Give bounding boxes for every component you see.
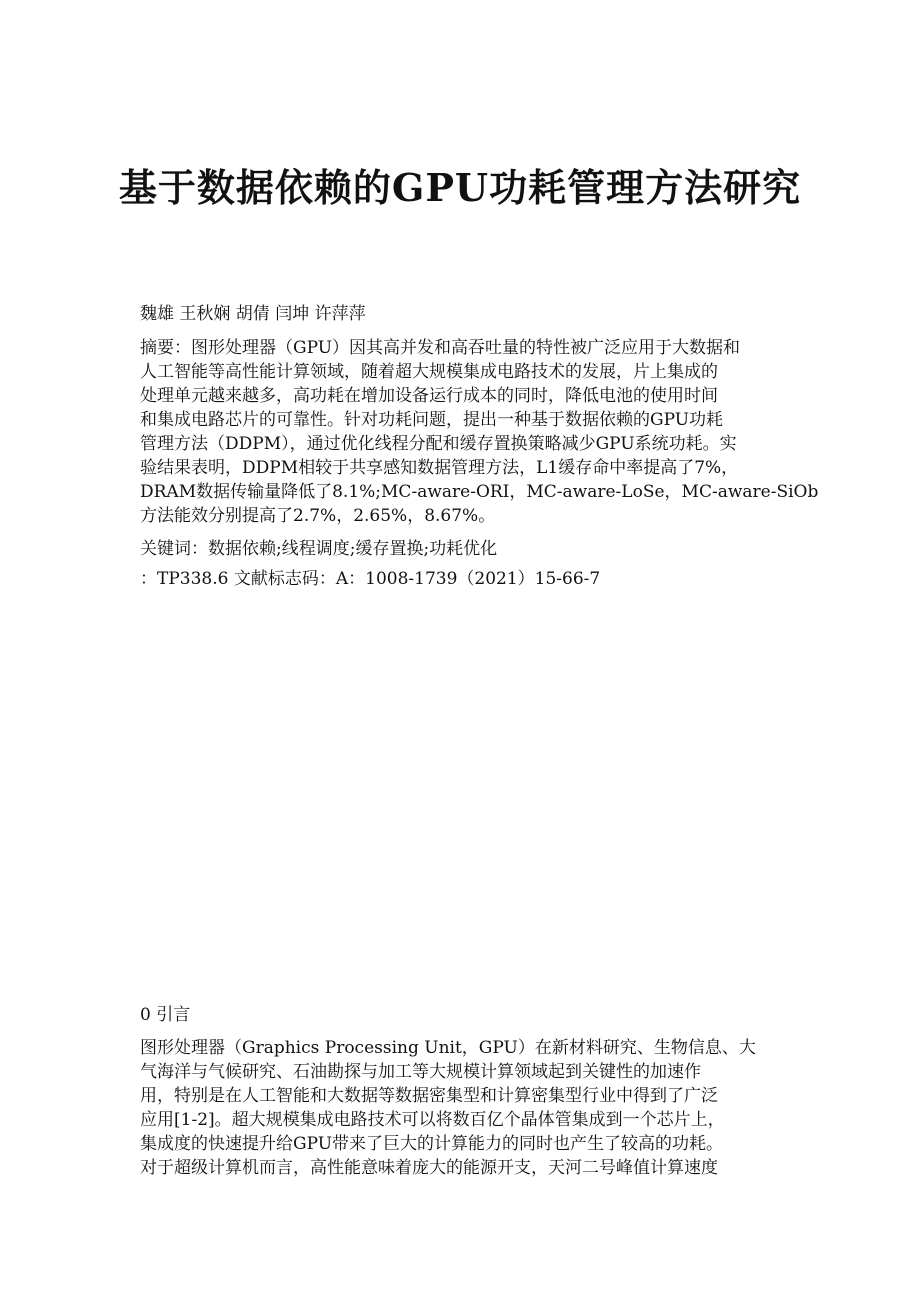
body-line: 用，特别是在人工智能和大数据等数据密集型和计算密集型行业中得到了广泛 (140, 1086, 718, 1106)
body-line: 集成度的快速提升给GPU带来了巨大的计算能力的同时也产生了较高的功耗。 (140, 1134, 724, 1154)
section-heading: 0 引言 (140, 1005, 191, 1025)
abstract-line: 管理方法（DDPM），通过优化线程分配和缓存置换策略减少GPU系统功耗。实 (140, 434, 737, 454)
body-line: 对于超级计算机而言，高性能意味着庞大的能源开支，天河二号峰值计算速度 (140, 1158, 718, 1178)
paper-title: 基于数据依赖的GPU功耗管理方法研究 (118, 165, 802, 210)
abstract-line: 和集成电路芯片的可靠性。针对功耗问题，提出一种基于数据依赖的GPU功耗 (140, 410, 724, 430)
abstract-line: 处理单元越来越多，高功耗在增加设备运行成本的同时，降低电池的使用时间 (140, 386, 718, 406)
abstract-line: 人工智能等高性能计算领域，随着超大规模集成电路技术的发展，片上集成的 (140, 362, 718, 382)
abstract-line: 方法能效分别提高了2.7%，2.65%，8.67%。 (140, 506, 496, 526)
classification-line: ：TP338.6 文献标志码：A：1008-1739（2021）15-66-7 (140, 569, 601, 589)
body-paragraph (140, 1036, 780, 1180)
author-list: 魏雄 王秋娴 胡倩 闫坤 许萍萍 (140, 304, 366, 324)
keywords: 关键词：数据依赖;线程调度;缓存置换;功耗优化 (140, 539, 498, 559)
body-line: 气海洋与气候研究、石油勘探与加工等大规模计算领域起到关键性的加速作 (140, 1062, 701, 1082)
body-line: 图形处理器（Graphics Processing Unit，GPU）在新材料研究、生物信息、大 (140, 1038, 756, 1058)
abstract (140, 336, 819, 528)
abstract-line: 验结果表明，DDPM相较于共享感知数据管理方法，L1缓存命中率提高了7%， (140, 458, 739, 478)
abstract-line: DRAM数据传输量降低了8.1%;MC-aware-ORI，MC-aware-LoSe，MC-aware-SiOb (140, 482, 819, 502)
abstract-line: 摘要：图形处理器（GPU）因其高并发和高吞吐量的特性被广泛应用于大数据和 (140, 338, 741, 358)
body-line: 应用[1-2]。超大规模集成电路技术可以将数百亿个晶体管集成到一个芯片上， (140, 1110, 725, 1130)
